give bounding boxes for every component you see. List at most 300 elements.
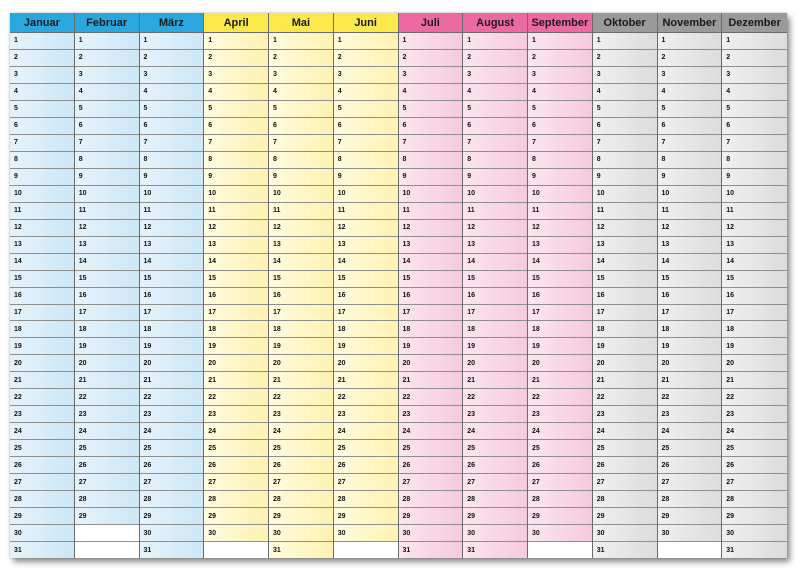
day-cell[interactable]: 23	[10, 406, 74, 423]
day-cell[interactable]: 19	[463, 338, 527, 355]
day-cell[interactable]: 30	[334, 525, 398, 542]
day-cell[interactable]: 3	[722, 67, 787, 84]
day-cell[interactable]: 15	[204, 271, 268, 288]
day-cell[interactable]: 31	[399, 542, 463, 558]
day-cell[interactable]: 7	[399, 135, 463, 152]
day-cell[interactable]: 27	[658, 474, 722, 491]
day-cell[interactable]: 2	[269, 50, 333, 67]
day-cell[interactable]: 28	[528, 491, 592, 508]
day-cell[interactable]: 19	[658, 338, 722, 355]
day-cell[interactable]: 24	[269, 423, 333, 440]
day-cell[interactable]: 5	[593, 101, 657, 118]
day-cell[interactable]: 20	[463, 355, 527, 372]
day-cell[interactable]: 21	[528, 372, 592, 389]
day-cell[interactable]: 9	[722, 169, 787, 186]
day-cell[interactable]: 25	[658, 440, 722, 457]
day-cell[interactable]: 6	[399, 118, 463, 135]
day-cell[interactable]: 30	[593, 525, 657, 542]
day-cell[interactable]: 15	[140, 271, 204, 288]
day-cell[interactable]: 8	[399, 152, 463, 169]
day-cell[interactable]: 18	[140, 321, 204, 338]
day-cell[interactable]: 2	[528, 50, 592, 67]
day-cell[interactable]: 9	[10, 169, 74, 186]
day-cell[interactable]: 18	[204, 321, 268, 338]
day-cell[interactable]: 6	[528, 118, 592, 135]
day-cell[interactable]: 2	[399, 50, 463, 67]
day-cell[interactable]: 18	[10, 321, 74, 338]
day-cell[interactable]: 11	[463, 203, 527, 220]
day-cell[interactable]: 27	[269, 474, 333, 491]
day-cell[interactable]: 29	[75, 508, 139, 525]
day-cell[interactable]: 27	[334, 474, 398, 491]
day-cell[interactable]: 3	[140, 67, 204, 84]
day-cell[interactable]: 3	[399, 67, 463, 84]
day-cell[interactable]: 10	[593, 186, 657, 203]
day-cell[interactable]: 23	[140, 406, 204, 423]
day-cell[interactable]: 22	[593, 389, 657, 406]
day-cell[interactable]: 27	[10, 474, 74, 491]
day-cell[interactable]: 5	[204, 101, 268, 118]
day-cell[interactable]: 6	[593, 118, 657, 135]
day-cell[interactable]: 7	[463, 135, 527, 152]
day-cell[interactable]: 3	[593, 67, 657, 84]
day-cell[interactable]: 4	[399, 84, 463, 101]
day-cell[interactable]: 20	[75, 355, 139, 372]
day-cell[interactable]: 25	[593, 440, 657, 457]
day-cell[interactable]: 16	[204, 288, 268, 305]
day-cell[interactable]: 22	[658, 389, 722, 406]
day-cell[interactable]: 7	[269, 135, 333, 152]
day-cell[interactable]: 4	[75, 84, 139, 101]
day-cell[interactable]: 7	[722, 135, 787, 152]
day-cell[interactable]: 19	[593, 338, 657, 355]
day-cell[interactable]: 14	[204, 254, 268, 271]
day-cell[interactable]: 1	[658, 33, 722, 50]
day-cell[interactable]: 2	[593, 50, 657, 67]
day-cell[interactable]: 4	[463, 84, 527, 101]
day-cell[interactable]: 4	[528, 84, 592, 101]
day-cell[interactable]: 16	[722, 288, 787, 305]
day-cell[interactable]: 21	[722, 372, 787, 389]
day-cell[interactable]: 3	[10, 67, 74, 84]
day-cell[interactable]: 1	[463, 33, 527, 50]
day-cell[interactable]: 24	[75, 423, 139, 440]
day-cell[interactable]: 9	[75, 169, 139, 186]
day-cell[interactable]: 22	[722, 389, 787, 406]
day-cell[interactable]: 29	[463, 508, 527, 525]
day-cell[interactable]: 12	[204, 220, 268, 237]
day-cell[interactable]: 9	[334, 169, 398, 186]
day-cell[interactable]: 5	[269, 101, 333, 118]
day-cell[interactable]: 5	[722, 101, 787, 118]
day-cell[interactable]: 13	[334, 237, 398, 254]
day-cell[interactable]: 14	[75, 254, 139, 271]
day-cell[interactable]: 14	[269, 254, 333, 271]
day-cell[interactable]: 25	[399, 440, 463, 457]
day-cell[interactable]: 25	[204, 440, 268, 457]
day-cell[interactable]: 13	[399, 237, 463, 254]
day-cell[interactable]: 28	[75, 491, 139, 508]
day-cell[interactable]: 12	[463, 220, 527, 237]
day-cell[interactable]: 15	[463, 271, 527, 288]
day-cell[interactable]: 30	[10, 525, 74, 542]
day-cell[interactable]: 28	[334, 491, 398, 508]
day-cell[interactable]: 31	[269, 542, 333, 558]
day-cell[interactable]: 11	[528, 203, 592, 220]
day-cell[interactable]: 10	[269, 186, 333, 203]
day-cell[interactable]: 19	[722, 338, 787, 355]
day-cell[interactable]: 24	[140, 423, 204, 440]
day-cell[interactable]: 6	[722, 118, 787, 135]
day-cell[interactable]: 7	[334, 135, 398, 152]
day-cell[interactable]: 27	[722, 474, 787, 491]
day-cell[interactable]: 23	[593, 406, 657, 423]
day-cell[interactable]: 2	[204, 50, 268, 67]
day-cell[interactable]: 16	[75, 288, 139, 305]
day-cell[interactable]: 30	[140, 525, 204, 542]
day-cell[interactable]: 17	[593, 305, 657, 322]
day-cell[interactable]: 4	[593, 84, 657, 101]
day-cell[interactable]: 5	[334, 101, 398, 118]
day-cell[interactable]: 11	[10, 203, 74, 220]
day-cell[interactable]: 5	[10, 101, 74, 118]
day-cell[interactable]: 25	[75, 440, 139, 457]
day-cell[interactable]: 16	[658, 288, 722, 305]
day-cell[interactable]: 11	[593, 203, 657, 220]
day-cell[interactable]: 8	[334, 152, 398, 169]
day-cell[interactable]: 24	[528, 423, 592, 440]
day-cell[interactable]: 4	[722, 84, 787, 101]
day-cell[interactable]: 12	[722, 220, 787, 237]
day-cell[interactable]: 29	[140, 508, 204, 525]
day-cell[interactable]: 30	[204, 525, 268, 542]
day-cell[interactable]: 26	[593, 457, 657, 474]
day-cell[interactable]: 12	[75, 220, 139, 237]
day-cell[interactable]: 1	[140, 33, 204, 50]
day-cell[interactable]: 15	[334, 271, 398, 288]
day-cell[interactable]: 3	[528, 67, 592, 84]
day-cell[interactable]: 10	[399, 186, 463, 203]
day-cell[interactable]: 2	[140, 50, 204, 67]
day-cell[interactable]: 27	[140, 474, 204, 491]
day-cell[interactable]: 3	[269, 67, 333, 84]
day-cell[interactable]: 25	[334, 440, 398, 457]
day-cell[interactable]: 13	[10, 237, 74, 254]
day-cell[interactable]: 13	[528, 237, 592, 254]
day-cell[interactable]: 23	[658, 406, 722, 423]
day-cell[interactable]: 16	[528, 288, 592, 305]
day-cell[interactable]: 3	[75, 67, 139, 84]
day-cell[interactable]: 12	[593, 220, 657, 237]
day-cell[interactable]: 3	[334, 67, 398, 84]
day-cell[interactable]: 29	[269, 508, 333, 525]
day-cell[interactable]: 4	[204, 84, 268, 101]
day-cell[interactable]: 9	[204, 169, 268, 186]
day-cell[interactable]: 21	[334, 372, 398, 389]
day-cell[interactable]: 26	[722, 457, 787, 474]
day-cell[interactable]: 17	[528, 305, 592, 322]
day-cell[interactable]: 12	[140, 220, 204, 237]
day-cell[interactable]: 28	[204, 491, 268, 508]
day-cell[interactable]: 23	[204, 406, 268, 423]
day-cell[interactable]: 20	[334, 355, 398, 372]
day-cell[interactable]: 24	[399, 423, 463, 440]
day-cell[interactable]: 13	[204, 237, 268, 254]
day-cell[interactable]: 17	[463, 305, 527, 322]
day-cell[interactable]: 5	[399, 101, 463, 118]
day-cell[interactable]: 28	[10, 491, 74, 508]
day-cell[interactable]: 28	[140, 491, 204, 508]
day-cell[interactable]: 13	[593, 237, 657, 254]
day-cell[interactable]: 31	[722, 542, 787, 558]
day-cell[interactable]: 16	[399, 288, 463, 305]
day-cell[interactable]: 16	[10, 288, 74, 305]
day-cell[interactable]: 18	[269, 321, 333, 338]
day-cell[interactable]: 8	[593, 152, 657, 169]
day-cell[interactable]: 10	[204, 186, 268, 203]
day-cell[interactable]: 9	[140, 169, 204, 186]
day-cell[interactable]: 7	[140, 135, 204, 152]
day-cell[interactable]: 9	[528, 169, 592, 186]
day-cell[interactable]: 6	[334, 118, 398, 135]
day-cell[interactable]: 6	[140, 118, 204, 135]
day-cell[interactable]: 27	[528, 474, 592, 491]
day-cell[interactable]: 18	[463, 321, 527, 338]
day-cell[interactable]: 4	[269, 84, 333, 101]
day-cell[interactable]: 29	[722, 508, 787, 525]
day-cell[interactable]: 7	[658, 135, 722, 152]
day-cell[interactable]: 25	[269, 440, 333, 457]
day-cell[interactable]: 20	[269, 355, 333, 372]
day-cell[interactable]: 16	[593, 288, 657, 305]
day-cell[interactable]: 24	[204, 423, 268, 440]
day-cell[interactable]: 15	[269, 271, 333, 288]
day-cell[interactable]: 10	[528, 186, 592, 203]
day-cell[interactable]: 1	[269, 33, 333, 50]
day-cell[interactable]: 24	[593, 423, 657, 440]
day-cell[interactable]: 29	[204, 508, 268, 525]
day-cell[interactable]: 18	[593, 321, 657, 338]
day-cell[interactable]: 14	[10, 254, 74, 271]
day-cell[interactable]: 28	[463, 491, 527, 508]
day-cell[interactable]: 11	[658, 203, 722, 220]
day-cell[interactable]: 6	[204, 118, 268, 135]
day-cell[interactable]: 13	[140, 237, 204, 254]
day-cell[interactable]: 4	[658, 84, 722, 101]
day-cell[interactable]: 12	[10, 220, 74, 237]
day-cell[interactable]: 7	[593, 135, 657, 152]
day-cell[interactable]: 26	[658, 457, 722, 474]
day-cell[interactable]: 14	[528, 254, 592, 271]
day-cell[interactable]: 29	[528, 508, 592, 525]
day-cell[interactable]: 16	[269, 288, 333, 305]
day-cell[interactable]: 17	[75, 305, 139, 322]
day-cell[interactable]: 1	[399, 33, 463, 50]
day-cell[interactable]: 23	[269, 406, 333, 423]
day-cell[interactable]: 8	[140, 152, 204, 169]
day-cell[interactable]: 27	[204, 474, 268, 491]
day-cell[interactable]: 6	[269, 118, 333, 135]
day-cell[interactable]: 19	[75, 338, 139, 355]
day-cell[interactable]: 13	[75, 237, 139, 254]
day-cell[interactable]: 6	[75, 118, 139, 135]
day-cell[interactable]: 9	[658, 169, 722, 186]
day-cell[interactable]: 19	[204, 338, 268, 355]
day-cell[interactable]: 22	[10, 389, 74, 406]
day-cell[interactable]: 14	[334, 254, 398, 271]
day-cell[interactable]: 18	[658, 321, 722, 338]
day-cell[interactable]: 10	[658, 186, 722, 203]
day-cell[interactable]: 1	[204, 33, 268, 50]
day-cell[interactable]: 2	[658, 50, 722, 67]
day-cell[interactable]: 9	[463, 169, 527, 186]
day-cell[interactable]: 1	[75, 33, 139, 50]
day-cell[interactable]: 9	[269, 169, 333, 186]
day-cell[interactable]: 2	[722, 50, 787, 67]
day-cell[interactable]: 12	[658, 220, 722, 237]
day-cell[interactable]: 12	[399, 220, 463, 237]
day-cell[interactable]: 17	[334, 305, 398, 322]
day-cell[interactable]: 4	[140, 84, 204, 101]
day-cell[interactable]: 26	[204, 457, 268, 474]
day-cell[interactable]: 11	[75, 203, 139, 220]
day-cell[interactable]: 10	[334, 186, 398, 203]
day-cell[interactable]: 26	[140, 457, 204, 474]
day-cell[interactable]: 7	[75, 135, 139, 152]
day-cell[interactable]: 7	[10, 135, 74, 152]
day-cell[interactable]: 1	[10, 33, 74, 50]
day-cell[interactable]: 17	[399, 305, 463, 322]
day-cell[interactable]: 8	[722, 152, 787, 169]
day-cell[interactable]: 22	[463, 389, 527, 406]
day-cell[interactable]: 14	[399, 254, 463, 271]
day-cell[interactable]: 26	[528, 457, 592, 474]
day-cell[interactable]: 2	[334, 50, 398, 67]
day-cell[interactable]: 3	[204, 67, 268, 84]
day-cell[interactable]: 2	[75, 50, 139, 67]
day-cell[interactable]: 10	[75, 186, 139, 203]
day-cell[interactable]: 11	[399, 203, 463, 220]
day-cell[interactable]: 30	[722, 525, 787, 542]
day-cell[interactable]: 1	[593, 33, 657, 50]
day-cell[interactable]: 17	[10, 305, 74, 322]
day-cell[interactable]: 26	[399, 457, 463, 474]
day-cell[interactable]: 11	[204, 203, 268, 220]
day-cell[interactable]: 28	[269, 491, 333, 508]
day-cell[interactable]: 24	[334, 423, 398, 440]
day-cell[interactable]: 23	[722, 406, 787, 423]
day-cell[interactable]: 29	[658, 508, 722, 525]
day-cell[interactable]: 10	[463, 186, 527, 203]
day-cell[interactable]: 23	[399, 406, 463, 423]
day-cell[interactable]: 25	[463, 440, 527, 457]
day-cell[interactable]: 19	[528, 338, 592, 355]
day-cell[interactable]: 8	[204, 152, 268, 169]
day-cell[interactable]: 30	[463, 525, 527, 542]
day-cell[interactable]: 30	[269, 525, 333, 542]
day-cell[interactable]: 27	[593, 474, 657, 491]
day-cell[interactable]: 19	[334, 338, 398, 355]
day-cell[interactable]: 8	[658, 152, 722, 169]
day-cell[interactable]: 7	[204, 135, 268, 152]
day-cell[interactable]: 1	[722, 33, 787, 50]
day-cell[interactable]: 28	[658, 491, 722, 508]
day-cell[interactable]: 14	[722, 254, 787, 271]
day-cell[interactable]: 20	[658, 355, 722, 372]
day-cell[interactable]: 11	[140, 203, 204, 220]
day-cell[interactable]: 12	[269, 220, 333, 237]
day-cell[interactable]: 29	[10, 508, 74, 525]
day-cell[interactable]: 10	[722, 186, 787, 203]
day-cell[interactable]: 17	[140, 305, 204, 322]
day-cell[interactable]: 26	[269, 457, 333, 474]
day-cell[interactable]: 13	[463, 237, 527, 254]
day-cell[interactable]: 16	[140, 288, 204, 305]
day-cell[interactable]: 22	[269, 389, 333, 406]
day-cell[interactable]: 22	[140, 389, 204, 406]
day-cell[interactable]: 14	[463, 254, 527, 271]
day-cell[interactable]: 12	[528, 220, 592, 237]
day-cell[interactable]: 16	[463, 288, 527, 305]
day-cell[interactable]: 3	[658, 67, 722, 84]
day-cell[interactable]: 15	[75, 271, 139, 288]
day-cell[interactable]: 9	[399, 169, 463, 186]
day-cell[interactable]: 15	[658, 271, 722, 288]
day-cell[interactable]: 27	[463, 474, 527, 491]
day-cell[interactable]: 1	[528, 33, 592, 50]
day-cell[interactable]: 9	[593, 169, 657, 186]
day-cell[interactable]: 20	[593, 355, 657, 372]
day-cell[interactable]: 22	[399, 389, 463, 406]
day-cell[interactable]: 11	[334, 203, 398, 220]
day-cell[interactable]: 22	[75, 389, 139, 406]
day-cell[interactable]: 29	[334, 508, 398, 525]
day-cell[interactable]: 21	[75, 372, 139, 389]
day-cell[interactable]: 8	[528, 152, 592, 169]
day-cell[interactable]: 8	[10, 152, 74, 169]
day-cell[interactable]: 8	[269, 152, 333, 169]
day-cell[interactable]: 3	[463, 67, 527, 84]
day-cell[interactable]: 28	[722, 491, 787, 508]
day-cell[interactable]: 13	[269, 237, 333, 254]
day-cell[interactable]: 5	[528, 101, 592, 118]
day-cell[interactable]: 20	[399, 355, 463, 372]
day-cell[interactable]: 26	[463, 457, 527, 474]
day-cell[interactable]: 23	[528, 406, 592, 423]
day-cell[interactable]: 31	[463, 542, 527, 558]
day-cell[interactable]: 10	[10, 186, 74, 203]
day-cell[interactable]: 22	[204, 389, 268, 406]
day-cell[interactable]: 25	[10, 440, 74, 457]
day-cell[interactable]: 21	[269, 372, 333, 389]
day-cell[interactable]: 20	[140, 355, 204, 372]
day-cell[interactable]: 31	[593, 542, 657, 558]
day-cell[interactable]: 21	[399, 372, 463, 389]
day-cell[interactable]: 29	[399, 508, 463, 525]
day-cell[interactable]: 24	[463, 423, 527, 440]
day-cell[interactable]: 10	[140, 186, 204, 203]
day-cell[interactable]: 6	[463, 118, 527, 135]
day-cell[interactable]: 23	[334, 406, 398, 423]
day-cell[interactable]: 21	[463, 372, 527, 389]
day-cell[interactable]: 20	[10, 355, 74, 372]
day-cell[interactable]: 26	[75, 457, 139, 474]
day-cell[interactable]: 5	[75, 101, 139, 118]
day-cell[interactable]: 13	[658, 237, 722, 254]
day-cell[interactable]: 21	[593, 372, 657, 389]
day-cell[interactable]: 18	[334, 321, 398, 338]
day-cell[interactable]: 2	[463, 50, 527, 67]
